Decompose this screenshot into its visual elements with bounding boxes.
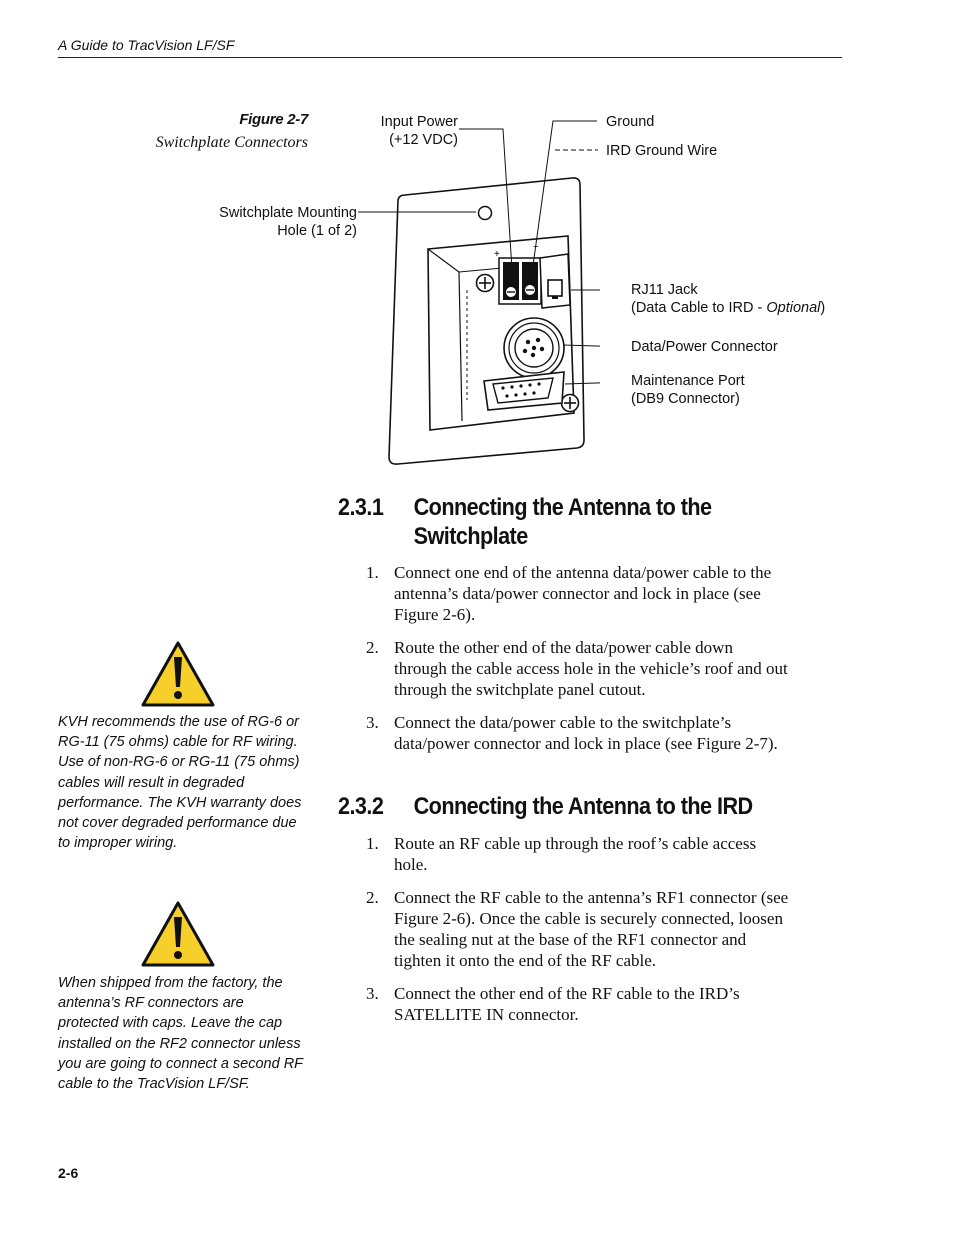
section-heading-2-3-1: 2.3.1 Connecting the Antenna to the Switchplate <box>338 494 712 550</box>
label-input-power: Input Power (+12 VDC) <box>380 114 458 148</box>
figure-caption: Switchplate Connectors <box>155 134 308 151</box>
warning-note-rf-cable: KVH recommends the use of RG-6 or RG-11 (75 ohms) cable for RF wiring. Use of non-RG-6 or RG-11 (75 ohms) cables will result in degraded performance. The KVH warranty does not cover degraded performance due to improper wiring. <box>58 714 302 852</box>
list-item: 2. Route the other end of the data/power cable down through the cable access hole in the vehicle’s roof and out through the switchplate panel cutout. <box>366 638 788 699</box>
warning-triangle-icon <box>140 640 216 708</box>
label-ground: Ground <box>606 114 655 130</box>
rj11-jack-icon <box>540 254 570 308</box>
steps-2-3-2 <box>360 833 790 1037</box>
list-item: 1. Connect one end of the antenna data/power cable to the antenna’s data/power connector and lock in place (see Figure 2-6). <box>366 563 772 624</box>
label-mounting-hole: Switchplate Mounting Hole (1 of 2) <box>219 205 357 239</box>
list-item: 3. Connect the data/power cable to the switchplate’s data/power connector and lock in place (see Figure 2-7). <box>366 713 778 753</box>
mounting-hole <box>479 207 492 220</box>
page-number: 2-6 <box>58 1165 79 1181</box>
label-rj11-jack: RJ11 Jack (Data Cable to IRD - Optional) <box>631 282 826 316</box>
switchplate-illustration <box>340 110 600 470</box>
header-rule <box>58 57 842 58</box>
running-header: A Guide to TracVision LF/SF <box>58 37 235 53</box>
svg-text:+: + <box>494 249 500 260</box>
data-power-connector-icon <box>504 318 564 378</box>
figure-number: Figure 2-7 <box>239 111 308 128</box>
list-item: 3. Connect the other end of the RF cable to the IRD’s SATELLITE IN connector. <box>366 984 740 1024</box>
label-maintenance-port: Maintenance Port (DB9 Connector) <box>631 373 745 407</box>
screw-top-left-icon <box>477 275 494 292</box>
list-item: 2. Connect the RF cable to the antenna’s RF1 connector (see Figure 2-6). Once the cable is securely connected, loosen the sealing nut at the base of the RF1 connector and tighten it onto the end of the RF cable. <box>366 888 789 970</box>
label-ird-ground-wire: IRD Ground Wire <box>606 143 718 159</box>
label-data-power-connector: Data/Power Connector <box>631 339 778 355</box>
steps-2-3-1 <box>360 562 790 766</box>
list-item: 1. Route an RF cable up through the roof’s cable access hole. <box>366 834 757 874</box>
screw-bottom-right-icon <box>562 395 579 412</box>
svg-text:−: − <box>533 242 539 253</box>
section-heading-2-3-2: 2.3.2 Connecting the Antenna to the IRD <box>338 793 753 820</box>
warning-note-rf-caps: When shipped from the factory, the antenna’s RF connectors are protected with caps. Leave the cap installed on the RF2 connector unless you are going to connect a second RF cable to the TracVision LF/SF. <box>58 975 303 1093</box>
warning-triangle-icon <box>140 900 216 968</box>
